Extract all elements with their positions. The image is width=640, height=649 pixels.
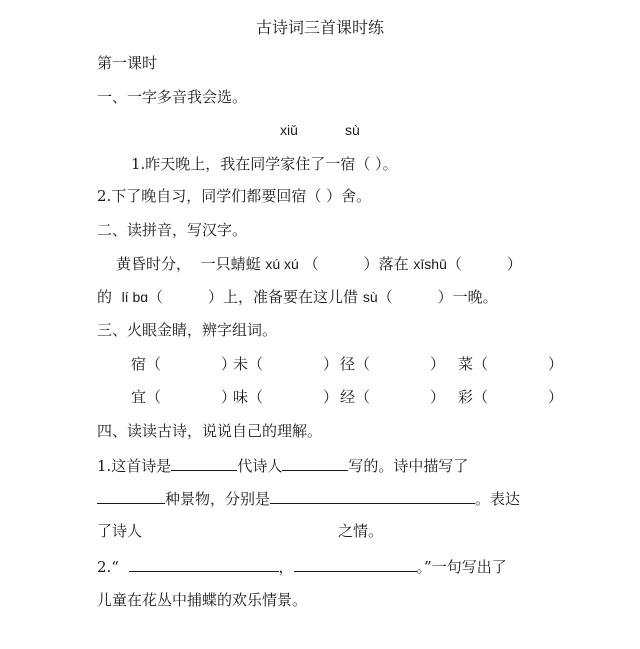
- word-group-blank[interactable]: 彩（ ）: [458, 388, 564, 406]
- pinyin: xīshū: [413, 256, 447, 272]
- section3-heading: 三、火眼金睛，辨字组词。: [97, 321, 278, 339]
- answer-blank[interactable]: [129, 555, 279, 572]
- word-group-blank[interactable]: 菜（ ）: [458, 355, 564, 373]
- text: 写的。诗中描写了: [348, 457, 469, 475]
- pinyin: xú xú: [265, 256, 299, 272]
- section4-question-1-line-3: [97, 520, 383, 542]
- text: 种景物，分别是: [165, 490, 271, 508]
- answer-blank[interactable]: [282, 454, 348, 471]
- word-group-blank[interactable]: 宜（ ）: [131, 388, 237, 406]
- section4-question-1-line-2: [97, 487, 520, 510]
- text: （ ）落在: [303, 255, 409, 273]
- answer-blank[interactable]: [294, 555, 417, 572]
- section4-question-1-line-1: [97, 454, 468, 477]
- text: 一只蜻蜓: [200, 255, 261, 273]
- word-group-blank[interactable]: 味（ ）: [233, 388, 339, 406]
- answer-blank[interactable]: [270, 487, 475, 504]
- section2-heading: 二、读拼音，写汉字。: [97, 221, 248, 239]
- text: 的: [97, 288, 113, 306]
- text: 2.“: [97, 558, 119, 576]
- section4-question-2-line-2: 儿童在花丛中捕蝶的欢乐情景。: [97, 591, 308, 609]
- answer-blank[interactable]: （ ）: [446, 255, 522, 273]
- text: （ ）上，准备要在这儿借: [148, 288, 359, 306]
- answer-blank[interactable]: [97, 487, 165, 504]
- lesson-label: 第一课时: [97, 54, 158, 72]
- section1-heading: 一、一字多音我会选。: [97, 88, 248, 106]
- page-title: 古诗词三首课时练: [255, 18, 384, 37]
- word-group-blank[interactable]: 未（ ）: [233, 355, 339, 373]
- section1-question-1: 1.昨天晚上，我在同学家住了一宿（ ）。: [131, 155, 398, 173]
- pinyin-option-b: sù: [345, 122, 360, 138]
- pinyin: sù: [362, 289, 378, 305]
- word-group-blank[interactable]: 宿（ ）: [131, 355, 237, 373]
- section1-question-2: 2.下了晚自习，同学们都要回宿（ ）舍。: [97, 187, 372, 205]
- answer-blank[interactable]: [171, 454, 237, 471]
- text: 黄昏时分，: [116, 255, 192, 273]
- word-group-blank[interactable]: 经（ ）: [340, 388, 446, 406]
- section2-line-1: [116, 253, 522, 275]
- text: 了诗人: [97, 522, 143, 540]
- pinyin-option-a: xiǔ: [280, 122, 298, 138]
- word-group-blank[interactable]: 径（ ）: [340, 355, 446, 373]
- text: （ ）一晚。: [377, 288, 498, 306]
- section2-line-2: [97, 286, 498, 308]
- text: ，: [278, 558, 294, 576]
- text: 之情。: [338, 522, 384, 540]
- pinyin: lí bɑ: [121, 289, 149, 305]
- section4-heading: 四、读读古诗，说说自己的理解。: [97, 422, 323, 440]
- text: 。表达: [475, 490, 521, 508]
- section4-question-2-line-1: [97, 555, 507, 578]
- text: 1.这首诗是: [97, 457, 172, 475]
- text: 代诗人: [237, 457, 283, 475]
- text: 。”一句写出了: [416, 558, 507, 576]
